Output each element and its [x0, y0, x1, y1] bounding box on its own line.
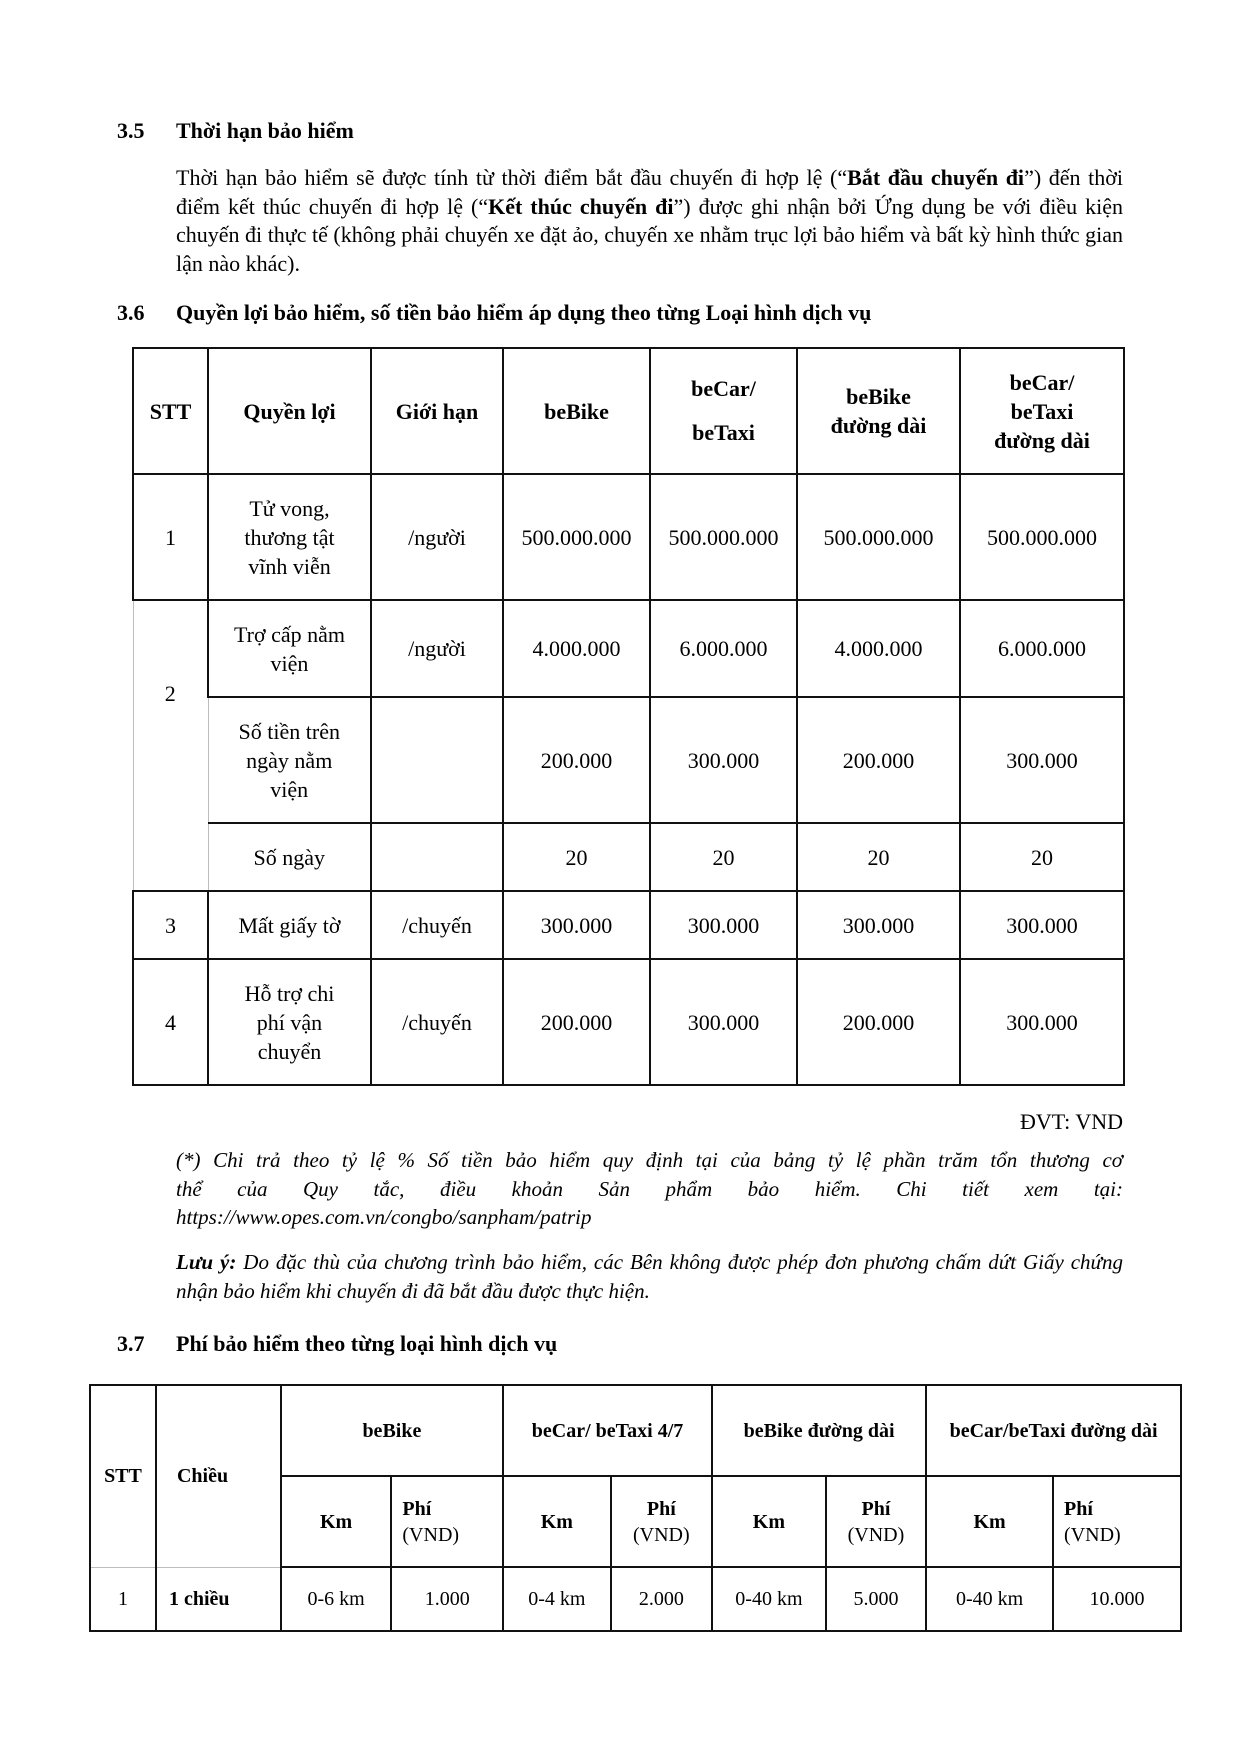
cell-km: 0-40 km [712, 1567, 826, 1631]
cell-direction: 1 chiều [156, 1567, 281, 1631]
cell-value-becar: 20 [650, 823, 797, 891]
paragraph-bold-term: Bắt đầu chuyến đi [847, 165, 1025, 190]
subheader-km: Km [503, 1476, 611, 1567]
header-benefit: Quyền lợi [208, 348, 371, 474]
table-row [133, 959, 1124, 1085]
header-limit: Giới hạn [371, 348, 503, 474]
subheader-fee: Phí (VND) [1053, 1476, 1181, 1567]
cell-benefit: Hỗ trợ chi phí vận chuyển [208, 959, 371, 1085]
table-row [133, 823, 1124, 891]
premium-table [89, 1384, 1182, 1632]
cell-value-becar: 6.000.000 [650, 600, 797, 697]
cell-fee: 1.000 [391, 1567, 503, 1631]
cell-value-bebike-long: 300.000 [797, 891, 960, 959]
footnote-line: (*) Chi trả theo tỷ lệ % Số tiền bảo hiểm quy định tại của bảng tỷ lệ phần trăm tổn thương cơ [176, 1148, 1123, 1172]
cell-limit: /người [371, 474, 503, 600]
cell-value-becar: 300.000 [650, 959, 797, 1085]
cell-value-becar-long: 300.000 [960, 697, 1124, 823]
cell-value-bebike: 4.000.000 [503, 600, 650, 697]
cell-benefit: Tử vong, thương tật vĩnh viễn [208, 474, 371, 600]
cell-value-bebike: 500.000.000 [503, 474, 650, 600]
footnote-link[interactable]: https://www.opes.com.vn/congbo/sanpham/patrip [176, 1205, 592, 1229]
cell-km: 0-6 km [281, 1567, 392, 1631]
header-becar-betaxi: beCar/ beTaxi [650, 348, 797, 474]
footnote [176, 1146, 1123, 1232]
header-bebike-long: beBike đường dài [797, 348, 960, 474]
currency-unit-note: ĐVT: VND [1020, 1109, 1123, 1134]
section-number: 3.6 [117, 300, 145, 325]
section-3-5-heading [117, 117, 1017, 145]
table-row [90, 1567, 1181, 1631]
header-stt: STT [90, 1385, 156, 1567]
cell-benefit: Số ngày [208, 823, 371, 891]
footnote-line: thể của Quy tắc, điều khoản Sản phẩm bảo hiểm. Chi tiết xem tại: [176, 1176, 1123, 1201]
header-group-bebike: beBike [281, 1385, 503, 1476]
cell-benefit: Mất giấy tờ [208, 891, 371, 959]
cell-stt: 1 [90, 1567, 156, 1631]
cell-value-becar: 300.000 [650, 891, 797, 959]
header-bebike: beBike [503, 348, 650, 474]
table-row [133, 600, 1124, 697]
cell-value-bebike: 200.000 [503, 959, 650, 1085]
subheader-km: Km [712, 1476, 826, 1567]
header-group-becar-betaxi-long: beCar/beTaxi đường dài [926, 1385, 1181, 1476]
subheader-km: Km [281, 1476, 392, 1567]
cell-value-bebike: 200.000 [503, 697, 650, 823]
cell-value-bebike-long: 4.000.000 [797, 600, 960, 697]
cell-fee: 10.000 [1053, 1567, 1181, 1631]
cell-value-bebike-long: 200.000 [797, 697, 960, 823]
cell-fee: 5.000 [826, 1567, 926, 1631]
cell-value-bebike-long: 20 [797, 823, 960, 891]
cell-value-becar-long: 6.000.000 [960, 600, 1124, 697]
cell-benefit: Trợ cấp nằm viện [208, 600, 371, 697]
cell-value-becar-long: 300.000 [960, 891, 1124, 959]
section-title: Thời hạn bảo hiểm [176, 118, 354, 143]
subheader-fee: Phí (VND) [611, 1476, 712, 1567]
table-row [133, 474, 1124, 600]
table-row [133, 891, 1124, 959]
cell-value-bebike: 20 [503, 823, 650, 891]
header-group-bebike-long: beBike đường dài [712, 1385, 926, 1476]
cell-limit: /chuyến [371, 891, 503, 959]
cell-stt: 4 [133, 959, 208, 1085]
cell-stt: 3 [133, 891, 208, 959]
table-row [133, 697, 1124, 823]
paragraph-text: Thời hạn bảo hiểm sẽ được tính từ thời điểm bắt đầu chuyến đi hợp lệ (“ [176, 165, 848, 190]
section-title: Phí bảo hiểm theo từng loại hình dịch vụ [176, 1331, 558, 1356]
cell-value-bebike: 300.000 [503, 891, 650, 959]
header-direction: Chiều [156, 1385, 281, 1567]
cell-km: 0-40 km [926, 1567, 1053, 1631]
cell-limit [371, 697, 503, 823]
subheader-fee: Phí (VND) [826, 1476, 926, 1567]
section-number: 3.7 [117, 1331, 145, 1356]
benefits-table [132, 347, 1125, 1086]
cell-value-becar: 300.000 [650, 697, 797, 823]
note-paragraph [176, 1248, 1123, 1305]
table-header-row [133, 348, 1124, 474]
section-3-5-paragraph [176, 164, 1123, 278]
section-3-6-heading [117, 299, 1117, 327]
cell-value-bebike-long: 500.000.000 [797, 474, 960, 600]
cell-limit: /người [371, 600, 503, 697]
cell-value-becar-long: 20 [960, 823, 1124, 891]
header-stt: STT [133, 348, 208, 474]
header-group-becar-betaxi: beCar/ beTaxi 4/7 [503, 1385, 712, 1476]
section-3-7-heading [117, 1330, 1017, 1358]
paragraph-bold-term: Kết thúc chuyến đi [488, 193, 674, 219]
note-label: Lưu ý: [176, 1250, 237, 1274]
header-becar-betaxi-long: beCar/ beTaxi đường dài [960, 348, 1124, 474]
cell-limit [371, 823, 503, 891]
section-title: Quyền lợi bảo hiểm, số tiền bảo hiểm áp dụng theo từng Loại hình dịch vụ [176, 300, 872, 325]
cell-value-becar: 500.000.000 [650, 474, 797, 600]
subheader-km: Km [926, 1476, 1053, 1567]
subheader-fee: Phí (VND) [391, 1476, 503, 1567]
cell-km: 0-4 km [503, 1567, 611, 1631]
paragraph-text: ”) được ghi nhận bởi Ứng dụng be với điều kiện chuyến đi thực tế (không phải chuyến xe đặt ảo, chuyến xe nhằm trục lợi bảo hiểm và bất kỳ hình thức gian lận nào khác). [176, 193, 1123, 276]
cell-benefit: Số tiền trên ngày nằm viện [208, 697, 371, 823]
cell-limit: /chuyến [371, 959, 503, 1085]
cell-stt: 1 [133, 474, 208, 600]
cell-stt: 2 [133, 600, 208, 891]
cell-fee: 2.000 [611, 1567, 712, 1631]
cell-value-becar-long: 300.000 [960, 959, 1124, 1085]
cell-value-bebike-long: 200.000 [797, 959, 960, 1085]
paragraph-text: ”) đến thời điểm kết thúc chuyến đi hợp lệ (“ [176, 165, 1124, 219]
note-text: Do đặc thù của chương trình bảo hiểm, các Bên không được phép đơn phương chấm dứt Giấy chứng nhận bảo hiểm khi chuyến đi đã bắt đầu được thực hiện. [176, 1250, 1124, 1303]
table-header-row [90, 1385, 1181, 1476]
section-number: 3.5 [117, 118, 145, 143]
cell-value-becar-long: 500.000.000 [960, 474, 1124, 600]
